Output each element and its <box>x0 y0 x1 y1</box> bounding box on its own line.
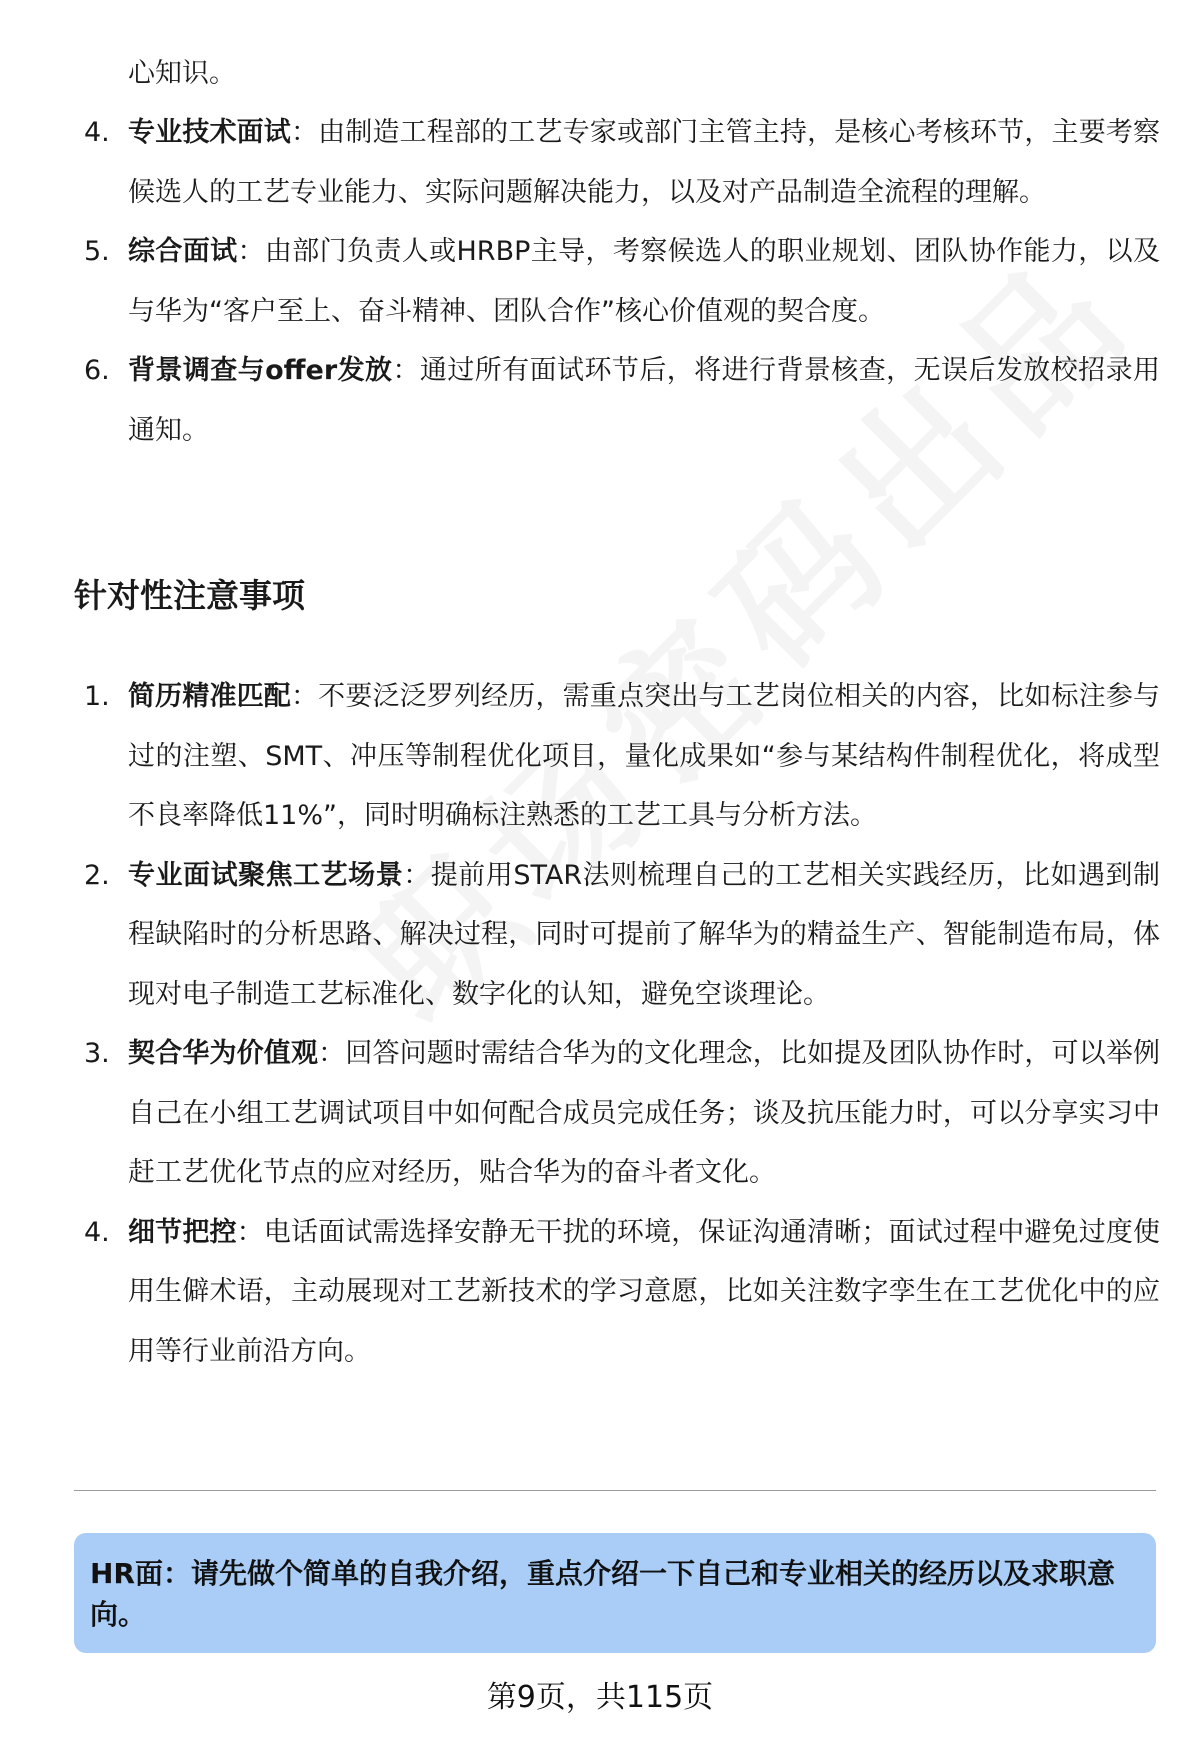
list-separator: ： <box>392 355 420 386</box>
tips-list <box>0 667 1200 1381</box>
list-number: 4. <box>84 117 110 148</box>
list-item <box>0 846 1200 1025</box>
intro-fragment: 心知识。 <box>128 58 236 89</box>
list-item <box>0 341 1200 460</box>
list-term: 专业技术面试 <box>128 117 291 148</box>
process-steps-list <box>0 103 1200 460</box>
list-number: 3. <box>84 1038 110 1069</box>
list-text: 由部门负责人或HRBP主导，考察候选人的职业规划、团队协作能力，以及与华为“客户至上、奋斗精神、团队合作”核心价值观的契合度。 <box>128 236 1160 327</box>
list-text: 不要泛泛罗列经历，需重点突出与工艺岗位相关的内容，比如标注参与过的注塑、SMT、冲压等制程优化项目，量化成果如“参与某结构件制程优化，将成型不良率降低11%”，同时明确标注熟悉的工艺工具与分析方法。 <box>128 681 1161 831</box>
list-item <box>0 667 1200 846</box>
divider <box>74 1490 1156 1491</box>
list-term: 背景调查与offer发放 <box>128 355 393 386</box>
list-text: 回答问题时需结合华为的文化理念，比如提及团队协作时，可以举例自己在小组工艺调试项目中如何配合成员完成任务；谈及抗压能力时，可以分享实习中赶工艺优化节点的应对经历，贴合华为的奋斗者文化。 <box>128 1038 1161 1188</box>
list-text: 提前用STAR法则梳理自己的工艺相关实践经历，比如遇到制程缺陷时的分析思路、解决过程，同时可提前了解华为的精益生产、智能制造布局，体现对电子制造工艺标准化、数字化的认知，避免空谈理论。 <box>128 859 1161 1010</box>
list-text: 由制造工程部的工艺专家或部门主管主持，是核心考核环节，主要考察候选人的工艺专业能力、实际问题解决能力，以及对产品制造全流程的理解。 <box>128 117 1161 208</box>
list-term: 契合华为价值观 <box>128 1038 319 1069</box>
question-callout <box>74 1533 1156 1653</box>
list-number: 6. <box>84 355 110 386</box>
list-separator: ： <box>290 681 319 712</box>
list-separator: ： <box>236 1216 264 1248</box>
list-separator: ： <box>290 117 319 148</box>
list-separator: ： <box>403 859 431 891</box>
list-number: 1. <box>84 681 110 712</box>
page-number: 第9页，共115页 <box>486 1680 714 1715</box>
list-item <box>0 103 1200 222</box>
list-separator: ： <box>318 1038 346 1069</box>
list-text: 通过所有面试环节后，将进行背景核查，无误后发放校招录用通知。 <box>128 355 1161 446</box>
list-item <box>0 1203 1200 1382</box>
list-number: 5. <box>84 236 110 267</box>
list-item <box>0 1024 1200 1203</box>
section-heading: 针对性注意事项 <box>74 576 305 615</box>
list-item <box>0 44 1200 104</box>
list-term: 细节把控 <box>128 1216 237 1248</box>
callout-text: HR面：请先做个简单的自我介绍，重点介绍一下自己和专业相关的经历以及求职意向。 <box>90 1557 1115 1631</box>
list-separator: ： <box>237 236 265 267</box>
list-number: 4. <box>84 1216 110 1248</box>
intro-fragment-block <box>0 44 1200 104</box>
list-term: 专业面试聚焦工艺场景 <box>128 859 404 891</box>
list-text: 电话面试需选择安静无干扰的环境，保证沟通清晰；面试过程中避免过度使用生僻术语，主动展现对工艺新技术的学习意愿，比如关注数字孪生在工艺优化中的应用等行业前沿方向。 <box>128 1216 1161 1367</box>
list-term: 综合面试 <box>128 236 238 267</box>
list-item <box>0 222 1200 341</box>
list-term: 简历精准匹配 <box>128 681 291 712</box>
list-number: 2. <box>84 859 110 891</box>
